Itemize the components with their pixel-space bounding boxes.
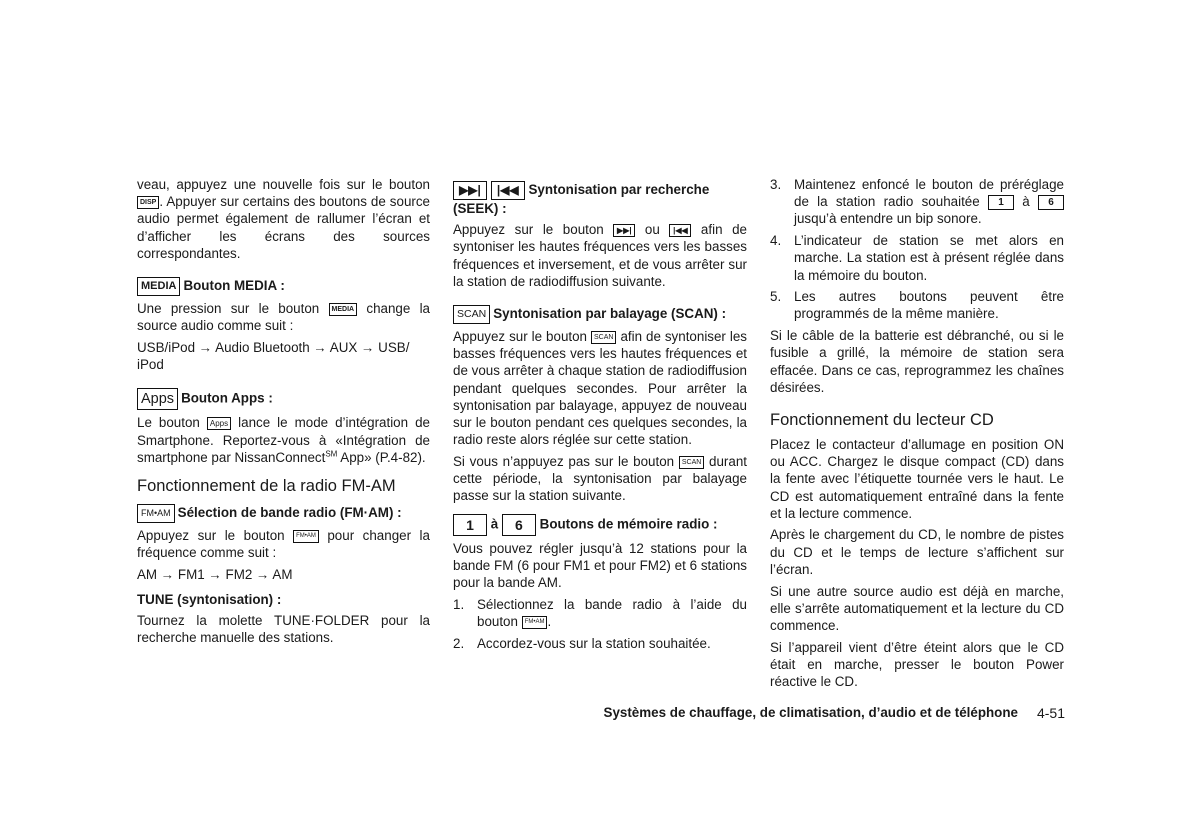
list-text: L’indicateur de station se met alors en marche. La station est à présent réglée dans la mémoire du bouton. <box>794 233 1064 283</box>
scan-paragraph-1 <box>453 328 747 448</box>
fm-am-button-inline-icon: FM•AM <box>293 530 319 543</box>
heading-text: Boutons de mémoire radio : <box>539 516 718 532</box>
text: Appuyez sur le bouton <box>137 527 285 543</box>
tune-paragraph: Tournez la molette TUNE·FOLDER pour la recherche manuelle des stations. <box>137 613 430 646</box>
text: . Appuyer sur certains des boutons de source audio permet également de rallumer l’écran et d’afficher les écrans des sources correspondantes. <box>137 194 430 261</box>
column-right <box>770 176 1064 695</box>
section-title-radio: Fonctionnement de la radio FM-AM <box>137 476 396 495</box>
list-number: 1. <box>453 596 465 612</box>
seek-next-icon: ▶▶| <box>453 181 487 200</box>
memory-paragraph: Vous pouvez régler jusqu’à 12 stations pour la bande FM (6 pour FM1 et pour FM2) et 6 stations pour la bande AM. <box>453 540 747 590</box>
seek-heading <box>453 181 747 217</box>
list-number: 4. <box>770 233 782 249</box>
text: change la source audio comme suit : <box>137 301 430 334</box>
preset-6-icon: 6 <box>502 514 536 536</box>
fmam-heading <box>137 504 430 523</box>
section-title-cd: Fonctionnement du lecteur CD <box>770 410 994 429</box>
column-left <box>137 176 430 651</box>
list-text <box>477 596 747 630</box>
text: afin de syntoniser les hautes fréquences vers les basses fréquences et inversement, et de vous arrêter sur la station de radiodiffusion suivante. <box>453 222 747 289</box>
intro-paragraph <box>137 176 430 262</box>
tune-heading: TUNE (syntonisation) : <box>137 592 282 608</box>
text: lance le mode d’intégration de Smartphone. Reportez-vous à «Intégration de smartphone par NissanConnect <box>137 415 430 465</box>
memory-heading <box>453 514 747 536</box>
text: ou <box>644 222 660 238</box>
media-paragraph-1 <box>137 300 430 334</box>
text: pour changer la fréquence comme suit : <box>137 527 430 561</box>
list-item <box>453 596 747 630</box>
fm-am-button-inline-icon: FM•AM <box>522 616 548 629</box>
fm-am-button-icon: FM•AM <box>137 504 175 523</box>
memory-steps-list-continued <box>770 176 1064 323</box>
media-heading <box>137 277 430 296</box>
media-button-icon: MEDIA <box>137 277 180 296</box>
preset-1-icon: 1 <box>453 514 487 536</box>
scan-button-inline-icon: SCAN <box>591 331 616 344</box>
preset-6-inline-icon: 6 <box>1038 195 1064 210</box>
page-number: 4-51 <box>1036 705 1065 721</box>
text: à <box>1022 194 1030 210</box>
text: . <box>547 613 552 629</box>
list-item <box>453 635 747 652</box>
seek-next-inline-icon: ▶▶| <box>613 224 635 237</box>
text: App» (P.4-82). <box>337 449 426 465</box>
text: Le bouton <box>137 415 200 431</box>
cd-paragraph-1: Placez le contacteur d’allumage en position ON ou ACC. Chargez le disque compact (CD) dans la fente avec l’étiquette tournée vers le haut. Le CD est automatiquement entraîné dans la fente et la lecture commence. <box>770 436 1064 521</box>
apps-heading <box>137 388 430 410</box>
list-text <box>794 176 1064 228</box>
column-middle <box>453 181 747 656</box>
footer-chapter-title: Systèmes de chauffage, de climatisation, d’audio et de téléphone <box>603 705 1018 720</box>
media-paragraph-2: USB/iPod → Audio Bluetooth → AUX → USB/ iPod <box>137 339 410 373</box>
list-number: 5. <box>770 289 782 305</box>
heading-text: Bouton Apps : <box>181 390 273 406</box>
text: Sélectionnez la bande radio à l’aide du bouton <box>477 596 747 629</box>
text: Si vous n’appuyez pas sur le bouton <box>453 453 675 469</box>
cd-paragraph-3: Si une autre source audio est déjà en marche, elle s’arrête automatiquement et la lecture du CD commence. <box>770 583 1064 633</box>
text: Appuyez sur le bouton <box>453 222 604 238</box>
text: jusqu’à entendre un bip sonore. <box>794 211 982 227</box>
text: Une pression sur le bouton <box>137 301 320 317</box>
scan-button-icon: SCAN <box>453 305 490 324</box>
media-button-inline-icon: MEDIA <box>329 303 358 316</box>
list-number: 2. <box>453 635 465 651</box>
cd-paragraph-4: Si l’appareil vient d’être éteint alors que le CD était en marche, presser le bouton Power réactive le CD. <box>770 639 1064 690</box>
battery-paragraph: Si le câble de la batterie est débranché, ou si le fusible a grillé, la mémoire de station sera effacée. Dans ce cas, reprogrammez les chaînes désirées. <box>770 328 1064 395</box>
list-item <box>770 176 1064 228</box>
memory-steps-list <box>453 596 747 652</box>
text: durant cette période, la syntonisation par balayage passe sur la station suivante. <box>453 453 747 504</box>
list-text: Les autres boutons peuvent être programmés de la même manière. <box>794 289 1064 322</box>
list-item <box>770 232 1064 284</box>
heading-text: Sélection de bande radio (FM·AM) : <box>177 504 402 520</box>
apps-paragraph <box>137 414 430 466</box>
apps-button-inline-icon: Apps <box>207 417 231 430</box>
scan-button-inline-icon-2: SCAN <box>679 456 704 469</box>
text: Maintenez enfoncé le bouton de préréglage de la station radio souhaitée <box>794 177 1064 210</box>
fmam-paragraph-1 <box>137 527 430 561</box>
seek-paragraph <box>453 221 747 290</box>
list-number: 3. <box>770 177 782 192</box>
disp-button-icon: DISP <box>137 196 159 209</box>
list-text: Accordez-vous sur la station souhaitée. <box>477 635 711 651</box>
preset-1-inline-icon: 1 <box>988 195 1014 210</box>
text: à <box>490 516 499 532</box>
text: veau, appuyez une nouvelle fois sur le bouton <box>137 177 430 192</box>
apps-button-icon: Apps <box>137 388 178 410</box>
list-item <box>770 288 1064 322</box>
scan-paragraph-2 <box>453 453 747 505</box>
heading-text: Syntonisation par balayage (SCAN) : <box>493 306 727 322</box>
seek-prev-inline-icon: |◀◀ <box>669 224 691 237</box>
superscript: SM <box>325 449 338 459</box>
text: afin de syntoniser les basses fréquences vers les hautes fréquences et de vous arrêter à chaque station de radiodiffusion pendant quelques secondes. Pour arrêter la syntonisation par balayage, appuyez de nouveau sur le bouton pendant ces quelques secondes, la radio reste alors réglée sur cette station. <box>453 329 747 448</box>
heading-text: Bouton MEDIA : <box>183 278 285 294</box>
cd-paragraph-2: Après le chargement du CD, le nombre de pistes du CD et le temps de lecture s’affichent sur l’écran. <box>770 527 1064 577</box>
scan-heading <box>453 305 747 324</box>
text: Appuyez sur le bouton <box>453 329 588 345</box>
fmam-paragraph-2: AM → FM1 → FM2 → AM <box>137 566 293 582</box>
seek-prev-icon: |◀◀ <box>491 181 525 200</box>
heading-text: Syntonisation par recherche (SEEK) : <box>453 182 710 216</box>
